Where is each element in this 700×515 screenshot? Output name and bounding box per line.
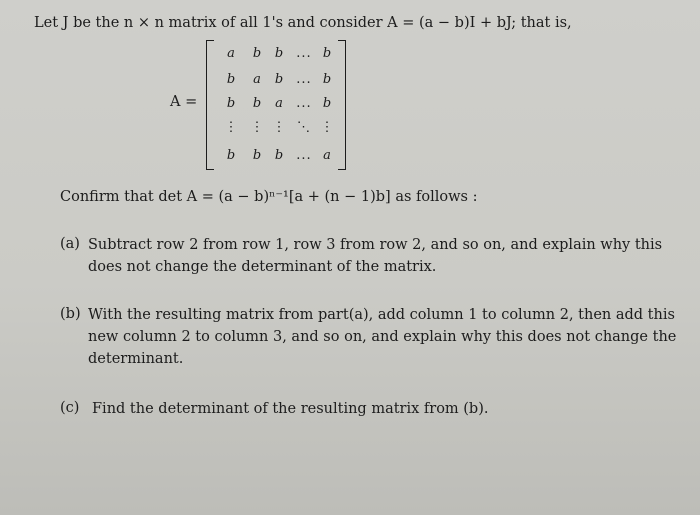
matrix-cell: b <box>226 96 236 111</box>
matrix-cell: ... <box>296 148 312 163</box>
matrix-cell: ⋮ <box>320 120 334 135</box>
matrix-cell: ⋮ <box>250 120 264 135</box>
part-c-text: Find the determinant of the resulting matrix from (b). <box>92 401 489 417</box>
matrix-cell: b <box>274 46 284 61</box>
matrix-left-bracket <box>206 40 214 170</box>
matrix-cell: ⋮ <box>272 120 286 135</box>
matrix-cell: b <box>252 96 262 111</box>
matrix-cell: a <box>253 72 261 87</box>
matrix-cell: b <box>252 148 262 163</box>
matrix-cell: ... <box>296 46 312 61</box>
matrix-cell: b <box>322 96 332 111</box>
part-b-label: (b) <box>60 306 81 322</box>
matrix-cell: b <box>322 72 332 87</box>
matrix-cell: ... <box>296 72 312 87</box>
confirm-text: Confirm that det A = (a − b)ⁿ⁻¹[a + (n − 1)b] as follows : <box>60 189 478 205</box>
matrix-cell: a <box>275 96 283 111</box>
matrix-cell: b <box>252 46 262 61</box>
matrix-right-bracket <box>338 40 346 170</box>
matrix-cell: b <box>274 72 284 87</box>
matrix-cell: a <box>323 148 331 163</box>
matrix-cell: ⋱ <box>297 120 311 135</box>
part-a-label: (a) <box>60 236 80 252</box>
part-a-text: Subtract row 2 from row 1, row 3 from row 2, and so on, and explain why this does not change the determinant of the matrix. <box>88 237 663 275</box>
matrix-cell: b <box>226 148 236 163</box>
matrix-cell: b <box>322 46 332 61</box>
matrix-cell: ⋮ <box>224 120 238 135</box>
part-c-label: (c) <box>60 400 80 416</box>
matrix-cell: b <box>226 72 236 87</box>
matrix-a <box>206 40 346 170</box>
matrix-cell: b <box>274 148 284 163</box>
part-b-text: With the resulting matrix from part(a), add column 1 to column 2, then add this new column 2 to column 3, and so on, and explain why this does not change the determinant. <box>88 307 677 367</box>
intro-text: Let J be the n × n matrix of all 1's and consider A = (a − b)I + bJ; that is, <box>34 15 572 31</box>
matrix-cell: a <box>227 46 235 61</box>
matrix-label: A = <box>170 94 198 110</box>
matrix-cell: ... <box>296 96 312 111</box>
